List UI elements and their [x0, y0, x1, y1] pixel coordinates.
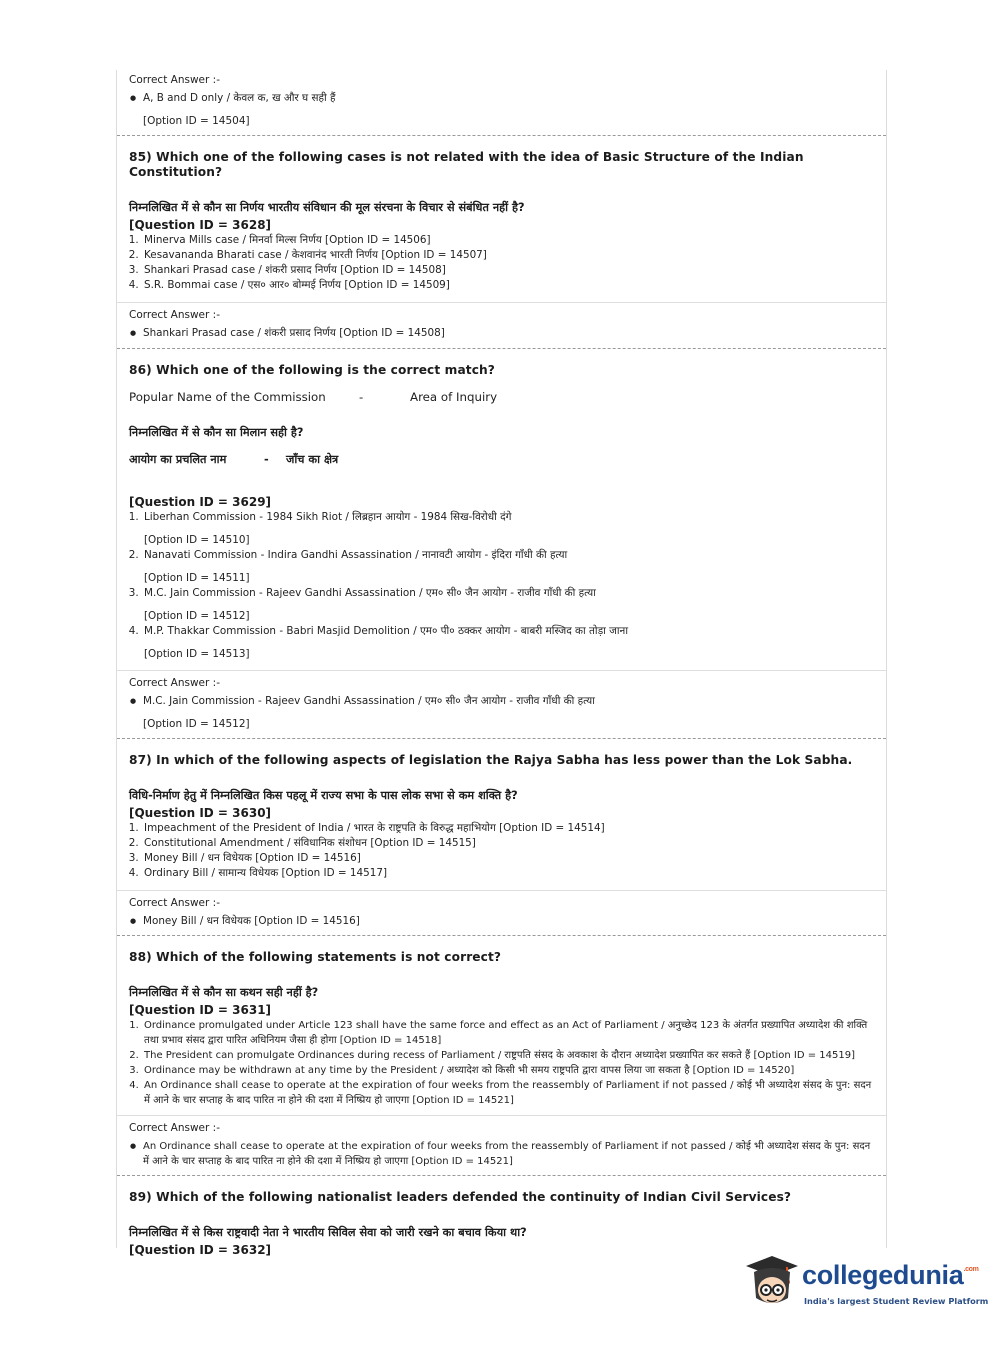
correct-answer: ● Money Bill / धन विधेयक [Option ID = 14516]	[143, 914, 874, 929]
column-label: Area of Inquiry	[410, 390, 498, 404]
match-header-hindi	[129, 452, 874, 467]
prev-answer-block	[117, 70, 886, 129]
correct-answer-label: Correct Answer :-	[129, 1122, 220, 1134]
question-id: [Question ID = 3631]	[129, 1003, 272, 1017]
option-id: [Option ID = 14512]	[143, 718, 250, 730]
option-id: [Option ID = 14513]	[144, 648, 250, 660]
question-hindi: निम्नलिखित में से किस राष्ट्रवादी नेता ने भारतीय सिविल सेवा को जारी रखने का बचाव किया था?	[129, 1226, 527, 1239]
correct-answer-label: Correct Answer :-	[129, 677, 220, 689]
question-hindi: निम्नलिखित में से कौन सा कथन सही नहीं है?	[129, 986, 319, 999]
question-text: 88) Which of the following statements is not correct?	[129, 950, 502, 964]
option-item	[142, 624, 874, 662]
logo-name	[802, 1260, 979, 1291]
correct-answer-label: Correct Answer :-	[129, 74, 220, 86]
answer-85	[117, 303, 886, 341]
correct-answer-label: Correct Answer :-	[129, 897, 220, 909]
option-item: 1. Impeachment of the President of India / भारत के राष्ट्रपति के विरुद्ध महाभियोग [Option ID = 14514]	[142, 821, 874, 836]
question-88	[117, 936, 886, 1108]
option-id: [Option ID = 14510]	[144, 534, 250, 546]
question-id: [Question ID = 3632]	[129, 1243, 272, 1257]
correct-answer: ● A, B and D only / केवल क, ख और घ सही हैं	[143, 91, 874, 106]
option-item: 3. Ordinance may be withdrawn at any time by the President / अध्यादेश को किसी भी समय राष्ट्रपति द्वारा वापस लिया जा सकता है [Option ID = 14520]	[142, 1063, 874, 1078]
column-label: आयोग का प्रचलित नाम	[129, 453, 227, 466]
option-item	[142, 548, 874, 586]
option-item	[142, 586, 874, 624]
option-id: [Option ID = 14511]	[144, 572, 250, 584]
option-id: [Option ID = 14512]	[144, 610, 250, 622]
option-text: 4. M.P. Thakkar Commission - Babri Masjid Demolition / एम० पी० ठक्कर आयोग - बाबरी मस्जिद का तोड़ा जाना	[144, 625, 629, 637]
correct-answer-label: Correct Answer :-	[129, 309, 220, 321]
answer-86	[117, 671, 886, 732]
answer-88	[117, 1116, 886, 1169]
option-item: 3. Money Bill / धन विधेयक [Option ID = 14516]	[142, 851, 874, 866]
column-label: जाँच का क्षेत्र	[286, 453, 339, 466]
column-label: Popular Name of the Commission	[129, 390, 326, 404]
question-85	[117, 136, 886, 293]
question-86	[117, 349, 886, 662]
option-item: 4. An Ordinance shall cease to operate at the expiration of four weeks from the reassembly of Parliament if not passed / कोई भी अध्यादेश संसद के पुन: सदन में आने के चार सप्ताह के बाद पारित ना होने की दशा में निष्प्रिय हो जाएगा [Option ID = 14521]	[142, 1078, 874, 1108]
question-87	[117, 739, 886, 881]
correct-answer: ● An Ordinance shall cease to operate at the expiration of four weeks from the reassembly of Parliament if not passed / कोई भी अध्यादेश संसद के पुन: सदन में आने के चार सप्ताह के बाद पारित ना होने की दशा में निष्प्रिय हो जाएगा [Option ID = 14521]	[143, 1139, 874, 1169]
question-text: 85) Which one of the following cases is not related with the idea of Basic Structure of the Indian Constitution?	[129, 150, 804, 179]
question-id: [Question ID = 3629]	[129, 495, 272, 509]
collegedunia-logo[interactable]	[742, 1250, 989, 1310]
correct-answer: ● M.C. Jain Commission - Rajeev Gandhi Assassination / एम० सी० जैन आयोग - राजीव गाँधी की हत्या	[143, 694, 874, 709]
option-text: 1. Liberhan Commission - 1984 Sikh Riot / लिब्रहान आयोग - 1984 सिख-विरोधी दंगे	[144, 511, 512, 523]
mascot-icon	[742, 1250, 802, 1310]
option-item: 2. Constitutional Amendment / संविधानिक संशोधन [Option ID = 14515]	[142, 836, 874, 851]
option-item	[142, 510, 874, 548]
option-item: 4. Ordinary Bill / सामान्य विधेयक [Option ID = 14517]	[142, 866, 874, 881]
correct-answer: ● Shankari Prasad case / शंकरी प्रसाद निर्णय [Option ID = 14508]	[143, 326, 874, 341]
question-text: 86) Which one of the following is the correct match?	[129, 363, 495, 377]
option-text: 2. Nanavati Commission - Indira Gandhi Assassination / नानावटी आयोग - इंदिरा गाँधी की हत्या	[144, 549, 568, 561]
option-id: [Option ID = 14504]	[143, 115, 250, 127]
question-hindi: विधि-निर्माण हेतु में निम्नलिखित किस पहलू में राज्य सभा के पास लोक सभा से कम शक्ति है?	[129, 789, 518, 802]
option-text: 3. M.C. Jain Commission - Rajeev Gandhi Assassination / एम० सी० जैन आयोग - राजीव गाँधी की हत्या	[144, 587, 596, 599]
option-item: 2. Kesavananda Bharati case / केशवानंद भारती निर्णय [Option ID = 14507]	[142, 248, 874, 263]
question-text: 89) Which of the following nationalist leaders defended the continuity of Indian Civil Services?	[129, 1190, 792, 1204]
question-text: 87) In which of the following aspects of legislation the Rajya Sabha has less power than the Lok Sabha.	[129, 753, 853, 767]
question-89	[117, 1176, 886, 1258]
option-item: 4. S.R. Bommai case / एस० आर० बोम्मई निर्णय [Option ID = 14509]	[142, 278, 874, 293]
answer-87	[117, 891, 886, 929]
column-dash: -	[359, 390, 364, 404]
option-item: 1. Minerva Mills case / मिनर्वा मिल्स निर्णय [Option ID = 14506]	[142, 233, 874, 248]
question-id: [Question ID = 3630]	[129, 806, 272, 820]
exam-page	[116, 70, 887, 1257]
question-id: [Question ID = 3628]	[129, 218, 272, 232]
option-item: 3. Shankari Prasad case / शंकरी प्रसाद निर्णय [Option ID = 14508]	[142, 263, 874, 278]
option-item: 1. Ordinance promulgated under Article 123 shall have the same force and effect as an Act of Parliament / अनुच्छेद 123 के अंतर्गत प्रख्यापित अध्यादेश की शक्ति तथा प्रभाव संसद द्वारा पारित अधिनियम जैसा ही होगा [Option ID = 14518]	[142, 1018, 874, 1048]
question-hindi: निम्नलिखित में से कौन सा निर्णय भारतीय संविधान की मूल संरचना के विचार से संबंधित नहीं है?	[129, 201, 525, 214]
match-header	[129, 390, 874, 405]
logo-tagline: India's largest Student Review Platform	[804, 1296, 989, 1306]
logo-dotcom: .com	[963, 1266, 979, 1273]
question-hindi: निम्नलिखित में से कौन सा मिलान सही है?	[129, 426, 304, 439]
logo-wordmark: collegedunia	[802, 1260, 964, 1290]
option-item: 2. The President can promulgate Ordinances during recess of Parliament / राष्ट्रपति संसद के अवकाश के दौरान अध्यादेश प्रख्यापित कर सकते हैं [Option ID = 14519]	[142, 1048, 874, 1063]
column-dash: -	[264, 453, 269, 466]
